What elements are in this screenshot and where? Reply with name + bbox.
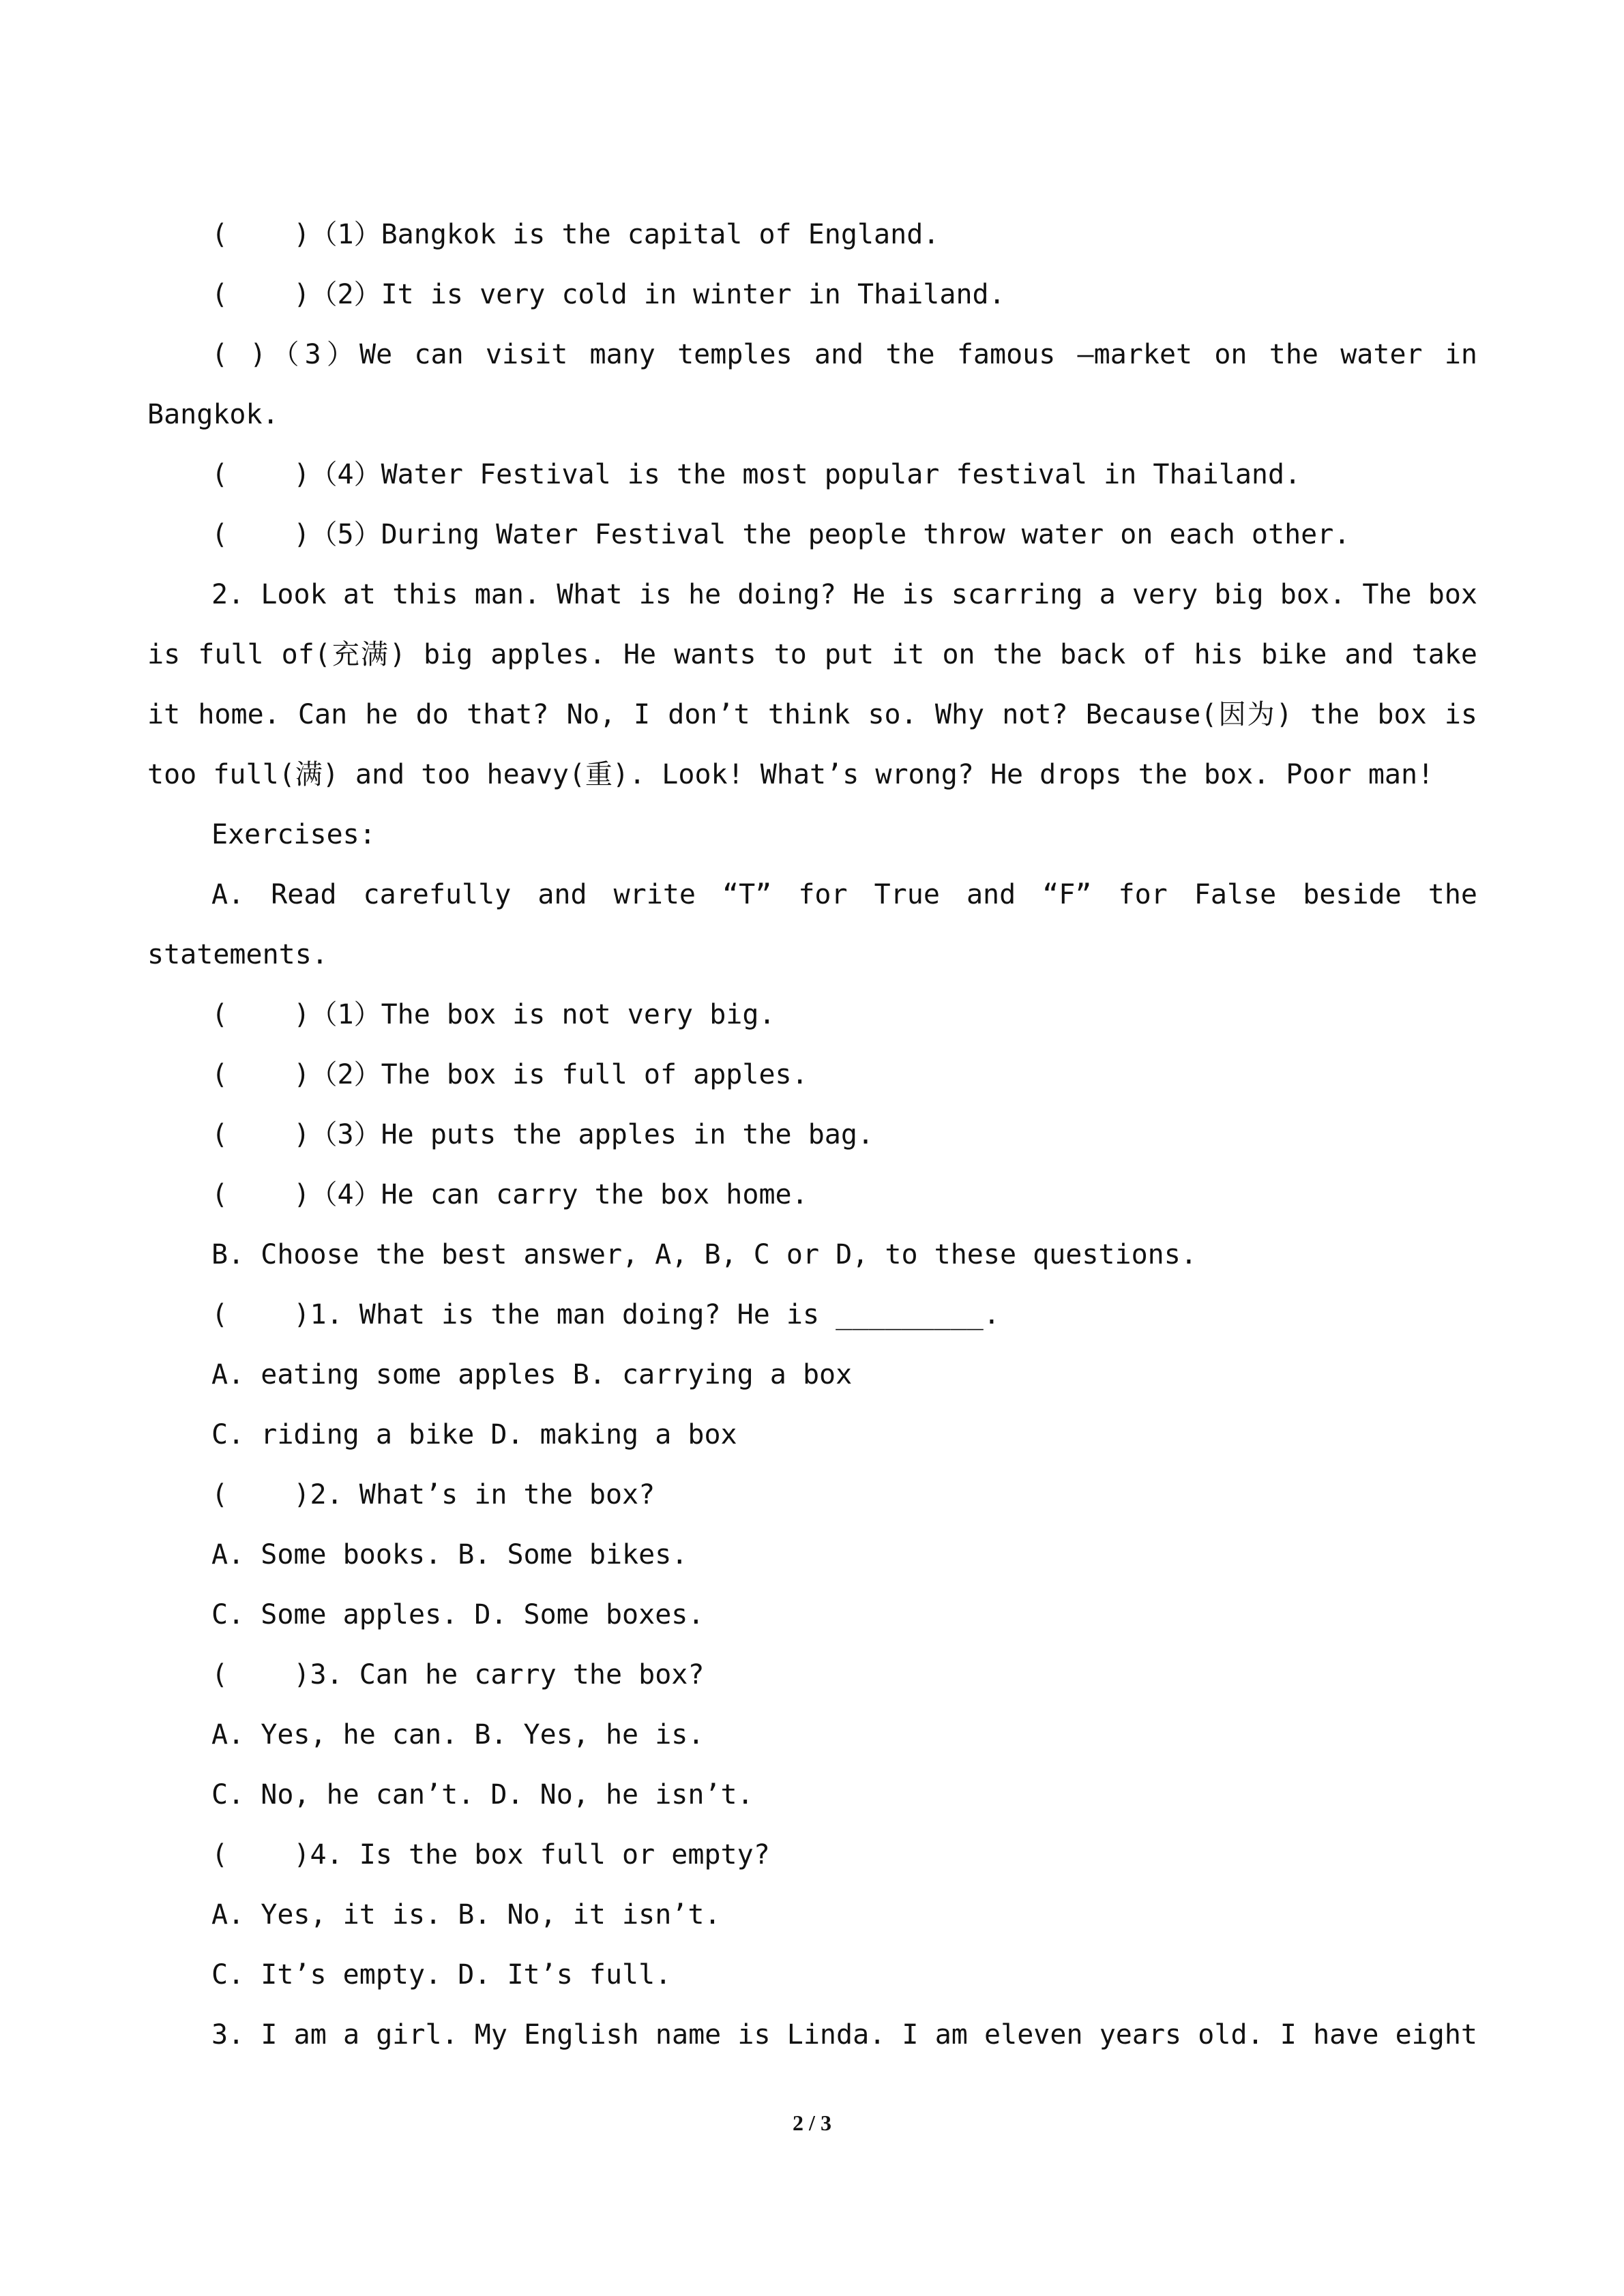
text-line: A. Read carefully and write “T” for True and “F” for False beside the — [211, 879, 1477, 910]
text-line: ( )（1）The box is not very big. — [211, 999, 776, 1030]
text-line: A. Yes, he can. B. Yes, he is. — [211, 1719, 705, 1750]
text-line: ( )3. Can he carry the box? — [211, 1659, 705, 1690]
text-line: ( )1. What is the man doing? He is _________. — [211, 1299, 1000, 1330]
text-line: it home. Can he do that? No, I don’t think so. Why not? Because(因为) the box is — [147, 699, 1477, 730]
text-line: C. It’s empty. D. It’s full. — [211, 1959, 672, 1991]
text-line: Exercises: — [211, 819, 376, 850]
text-line: ( )（3）We can visit many temples and the famous —market on the water in — [211, 339, 1477, 370]
text-line: too full(满) and too heavy(重). Look! What’s wrong? He drops the box. Poor man! — [147, 759, 1434, 790]
text-line: 2. Look at this man. What is he doing? He is scarring a very big box. The box — [211, 579, 1477, 610]
text-line: ( )（3）He puts the apples in the bag. — [211, 1119, 874, 1150]
text-line: C. riding a bike D. making a box — [211, 1419, 737, 1450]
text-line: ( )（1）Bangkok is the capital of England. — [211, 219, 940, 250]
text-line: statements. — [147, 939, 328, 970]
text-line: ( )（4）Water Festival is the most popular festival in Thailand. — [211, 459, 1301, 490]
text-line: ( )2. What’s in the box? — [211, 1479, 655, 1510]
text-line: ( )（2）The box is full of apples. — [211, 1059, 808, 1090]
text-line: is full of(充满) big apples. He wants to put it on the back of his bike and take — [147, 639, 1477, 670]
text-line: ( )（4）He can carry the box home. — [211, 1179, 808, 1210]
text-line: A. Yes, it is. B. No, it isn’t. — [211, 1899, 721, 1930]
text-line: C. No, he can’t. D. No, he isn’t. — [211, 1779, 754, 1810]
text-line: ( )（5）During Water Festival the people throw water on each other. — [211, 519, 1350, 550]
page-number: 2 / 3 — [793, 2111, 831, 2135]
text-line: ( )（2）It is very cold in winter in Thailand. — [211, 279, 1005, 310]
text-line: A. Some books. B. Some bikes. — [211, 1539, 688, 1570]
document-body — [147, 205, 1477, 2065]
text-line: 3. I am a girl. My English name is Linda. I am eleven years old. I have eight — [211, 2019, 1477, 2051]
text-line: Bangkok. — [147, 399, 279, 430]
text-line: C. Some apples. D. Some boxes. — [211, 1599, 705, 1630]
text-line: A. eating some apples B. carrying a box — [211, 1359, 853, 1390]
text-line: B. Choose the best answer, A, B, C or D, to these questions. — [211, 1239, 1197, 1270]
text-line: ( )4. Is the box full or empty? — [211, 1839, 770, 1870]
